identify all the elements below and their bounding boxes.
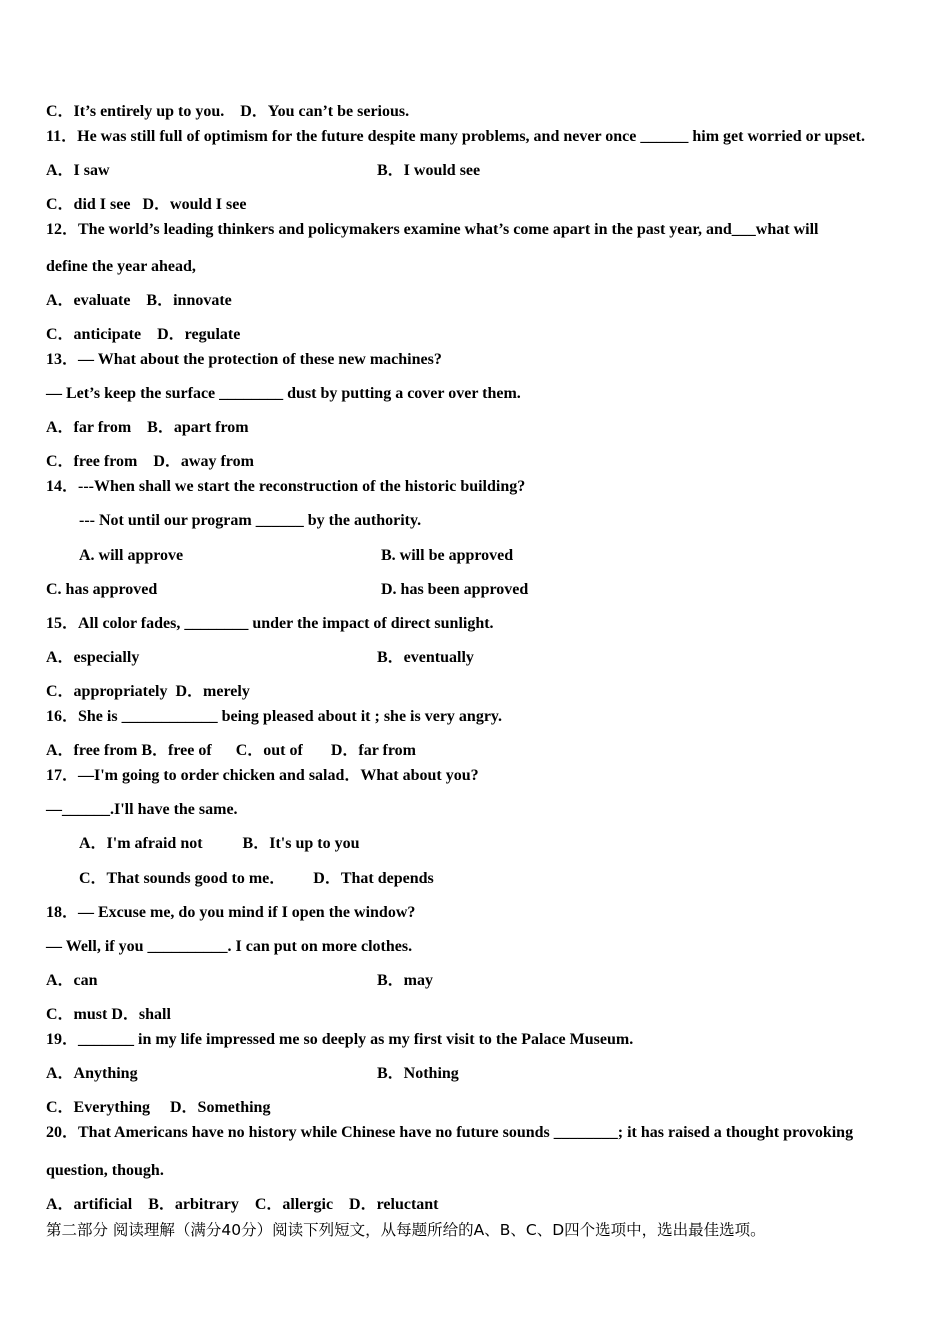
q14-option-d: D. has been approved [381,581,529,598]
q20-stem: 20．That Americans have no history while Chinese have no future sounds ________; it has raised a thought provoking [46,1124,854,1141]
q13-options-cd: C．free from D．away from [46,453,254,470]
q19-options-cd: C．Everything D．Something [46,1099,271,1116]
q19-option-a: A．Anything [46,1065,138,1082]
q20-stem-cont: question, though. [46,1162,164,1179]
q18-stem-answer: — Well, if you __________. I can put on more clothes. [46,938,413,955]
q10-options-cd: C．It’s entirely up to you. D．You can’t be serious. [46,103,410,120]
q12-options-ab: A．evaluate B．innovate [46,292,232,309]
q15-options-cd: C．appropriately D．merely [46,683,250,700]
q18-stem: 18．— Excuse me, do you mind if I open the window? [46,904,416,921]
q17-stem-answer: —______.I'll have the same. [46,801,238,818]
q13-stem: 13．— What about the protection of these new machines? [46,351,442,368]
q11-stem: 11．He was still full of optimism for the future despite many problems, and never once ______ him get worried or upset. [46,128,865,145]
q16-stem: 16．She is ____________ being pleased about it ; she is very angry. [46,708,503,725]
q11-option-b: B．I would see [377,162,481,179]
q14-stem: 14．---When shall we start the reconstruction of the historic building? [46,478,526,495]
q12-stem: 12．The world’s leading thinkers and policymakers examine what’s come apart in the past year, and___what will [46,221,819,238]
section-heading: 第二部分 阅读理解（满分40分）阅读下列短文，从每题所给的A、B、C、D四个选项中，选出最佳选项。 [46,1221,766,1239]
q20-options: A．artificial B．arbitrary C．allergic D．reluctant [46,1196,439,1213]
q13-stem-answer: — Let’s keep the surface ________ dust by putting a cover over them. [46,385,521,402]
q12-options-cd: C．anticipate D．regulate [46,326,241,343]
q15-stem: 15．All color fades, ________ under the impact of direct sunlight. [46,615,494,632]
q14-option-b: B. will be approved [381,547,514,564]
q11-option-a: A．I saw [46,162,110,179]
q15-option-b: B．eventually [377,649,474,666]
q19-stem: 19．_______ in my life impressed me so deeply as my first visit to the Palace Museum. [46,1031,634,1048]
q18-option-b: B．may [377,972,434,989]
q15-option-a: A．especially [46,649,140,666]
q14-stem-answer: --- Not until our program ______ by the authority. [79,512,422,529]
q16-options: A．free from B．free of C．out of D．far from [46,742,416,759]
q17-stem: 17．—I'm going to order chicken and salad．What about you? [46,767,479,784]
q18-option-a: A．can [46,972,98,989]
q17-options-ab: A．I'm afraid not B．It's up to you [79,835,360,852]
q13-options-ab: A．far from B．apart from [46,419,249,436]
q11-options-cd: C．did I see D．would I see [46,196,247,213]
q12-stem-cont: define the year ahead, [46,258,196,275]
q14-option-c: C. has approved [46,581,158,598]
q19-option-b: B．Nothing [377,1065,459,1082]
q18-options-cd: C．must D．shall [46,1006,171,1023]
q14-option-a: A. will approve [79,547,184,564]
q17-options-cd: C．That sounds good to me． D．That depends [79,870,434,887]
